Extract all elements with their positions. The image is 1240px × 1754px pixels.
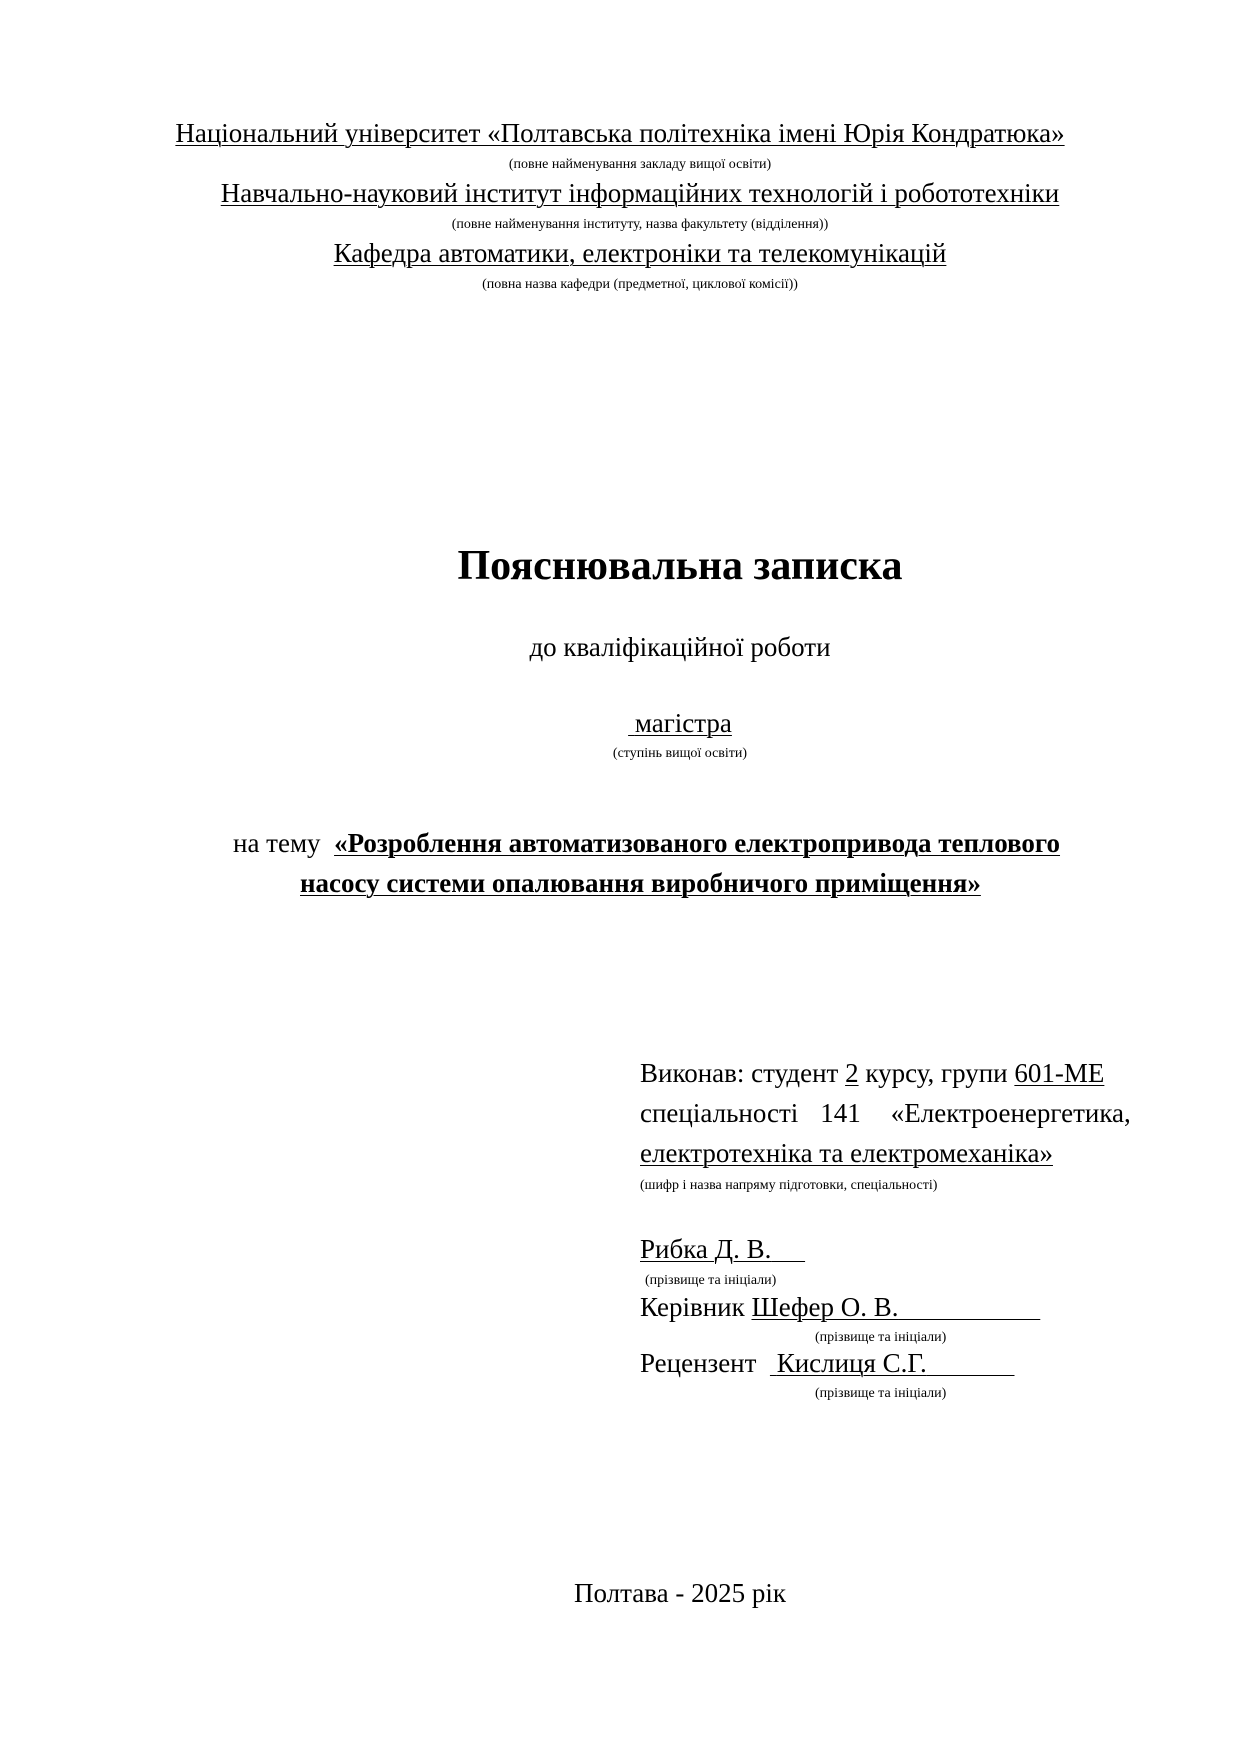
- specialty-name-2: електротехніка та електромеханіка»: [640, 1138, 1053, 1168]
- done-by-label: Виконав: студент: [640, 1058, 839, 1088]
- student-line: [640, 1058, 1104, 1089]
- group-value: 601-МЕ: [1014, 1058, 1105, 1088]
- page-title: Пояснювальна записка: [457, 543, 903, 589]
- specialty-code: 141: [820, 1098, 861, 1128]
- degree-value: магістра: [634, 708, 732, 738]
- course-label: курсу, групи: [865, 1058, 1008, 1088]
- specialty-note: (шифр і назва напряму підготовки, спеціальності): [640, 1178, 938, 1193]
- supervisor-name-underline: [751, 1292, 1040, 1322]
- institute-name: [20, 178, 1240, 209]
- degree: [60, 708, 1240, 739]
- theme-title-2: насосу системи опалювання виробничого приміщення»: [300, 868, 981, 898]
- reviewer-name-underline: [770, 1348, 1015, 1378]
- theme-prefix: на тему: [233, 828, 321, 858]
- institute-note: (повне найменування інституту, назва факультету (відділення)): [451, 217, 829, 232]
- university-name: [0, 118, 1240, 149]
- supervisor-name: Шефер О. В.: [751, 1292, 899, 1322]
- specialty-label: спеціальності: [640, 1098, 799, 1128]
- university-note: (повне найменування закладу вищої освіти): [508, 157, 772, 172]
- page-subtitle: до кваліфікаційної роботи: [529, 632, 831, 662]
- student-name-underline: [640, 1234, 805, 1264]
- reviewer-name: Кислиця С.Г.: [776, 1348, 927, 1378]
- supervisor-note: (прізвище та ініціали): [815, 1330, 947, 1345]
- university-name-text: Національний університет «Полтавська політехніка імені Юрія Кондратюка»: [175, 118, 1065, 148]
- department-note: (повна назва кафедри (предметної, циклової комісії)): [482, 277, 798, 292]
- theme-line-1: [233, 828, 1060, 859]
- course-value: 2: [845, 1058, 859, 1088]
- specialty-line: [640, 1098, 1131, 1129]
- supervisor-line: [640, 1292, 1040, 1323]
- institute-name-text: Навчально-науковий інститут інформаційних технологій і робототехніки: [220, 178, 1060, 208]
- degree-note: (ступінь вищої освіти): [612, 746, 748, 761]
- department-name-text: Кафедра автоматики, електроніки та телекомунікацій: [333, 238, 947, 268]
- degree-text: [628, 708, 732, 738]
- supervisor-label: Керівник: [640, 1292, 745, 1322]
- city-year: Полтава - 2025 рік: [574, 1578, 786, 1608]
- reviewer-label: Рецензент: [640, 1348, 757, 1378]
- theme-title-1: «Розроблення автоматизованого електропривода теплового: [334, 828, 1061, 858]
- student-note: (прізвище та ініціали): [645, 1273, 777, 1288]
- department-name: [20, 238, 1240, 269]
- specialty-name-1: «Електроенергетика,: [890, 1098, 1131, 1128]
- reviewer-line: [640, 1348, 1015, 1379]
- theme-line-2: [300, 868, 981, 899]
- student-name-line: [640, 1234, 805, 1265]
- student-name: Рибка Д. В.: [640, 1234, 772, 1264]
- specialty-line-2: [640, 1138, 1053, 1169]
- reviewer-note: (прізвище та ініціали): [815, 1386, 947, 1401]
